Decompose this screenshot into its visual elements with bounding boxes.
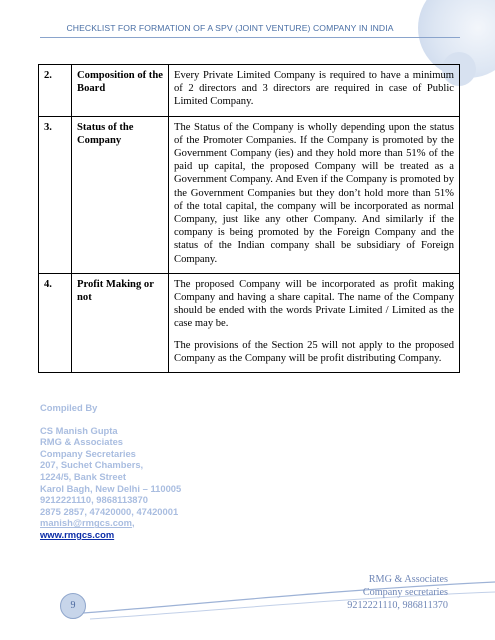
compiled-by-heading: Compiled By <box>40 402 98 413</box>
row-item: Profit Making or not <box>72 273 169 372</box>
table-row <box>39 65 460 117</box>
description-paragraph: Every Private Limited Company is required to have a minimum of 2 directors and 3 directors are required in case of Public Limited Company. <box>174 70 454 108</box>
firm-name: RMG & Associates <box>40 436 124 448</box>
header-divider <box>40 37 460 38</box>
address-line: 207, Suchet Chambers, <box>40 459 144 471</box>
address-line: Karol Bagh, New Delhi – 110005 <box>40 482 182 494</box>
compiled-by-block <box>40 402 181 541</box>
table-row <box>39 273 460 372</box>
row-item: Status of the Company <box>72 116 169 273</box>
footer-contact <box>347 574 448 612</box>
footer-firm-type: Company secretaries <box>362 586 448 598</box>
row-item: Composition of the Board <box>72 65 169 117</box>
row-number: 2. <box>39 65 72 117</box>
page-number: 9 <box>60 593 86 619</box>
address-line: 1224/5, Bank Street <box>40 470 126 482</box>
table-row <box>39 116 460 273</box>
row-number: 3. <box>39 116 72 273</box>
phone-line: 2875 2857, 47420000, 47420001 <box>40 505 179 517</box>
row-description <box>169 65 460 117</box>
website-link[interactable]: www.rmgcs.com <box>40 528 115 540</box>
description-paragraph: The proposed Company will be incorporated as profit making Company and having a share capital. The name of the Company should be ended with the words Private Limited / Limited as the case may be. <box>174 278 454 330</box>
row-description <box>169 116 460 273</box>
email-link[interactable]: manish@rmgcs.com <box>40 517 132 529</box>
email-line <box>40 517 181 529</box>
description-paragraph: The Status of the Company is wholly depending upon the status of the Promoter Companies. If the Company is promoted by the Government Company (ies) and they hold more than 51% of the paid up capital, the proposed Company will be treated as a Government Company. And Even if the Company is promoted by the Government Companies but they don’t hold more than 51% of the total capital, the company will be incorporated as normal Company, just like any other Company. And similarly if the company is being promoted by the Foreign Company and the status of the Indian company shall be subsidiary of Foreign Company. <box>174 121 454 265</box>
email-comma: , <box>131 517 135 529</box>
page-header-title: CHECKLIST FOR FORMATION OF A SPV (JOINT VENTURE) COMPANY IN INDIA <box>66 23 394 33</box>
row-number: 4. <box>39 273 72 372</box>
footer-firm: RMG & Associates <box>368 574 448 585</box>
row-description <box>169 273 460 372</box>
firm-type: Company Secretaries <box>40 447 136 459</box>
checklist-table <box>38 64 460 373</box>
website-line <box>40 529 181 541</box>
compiler-name: CS Manish Gupta <box>40 424 118 436</box>
footer-phone: 9212221110, 986811370 <box>347 599 448 611</box>
phone-line: 9212221110, 9868113870 <box>40 494 148 506</box>
description-paragraph: The provisions of the Section 25 will not apply to the proposed Company as the Company will be profit distributing Company. <box>174 339 454 364</box>
